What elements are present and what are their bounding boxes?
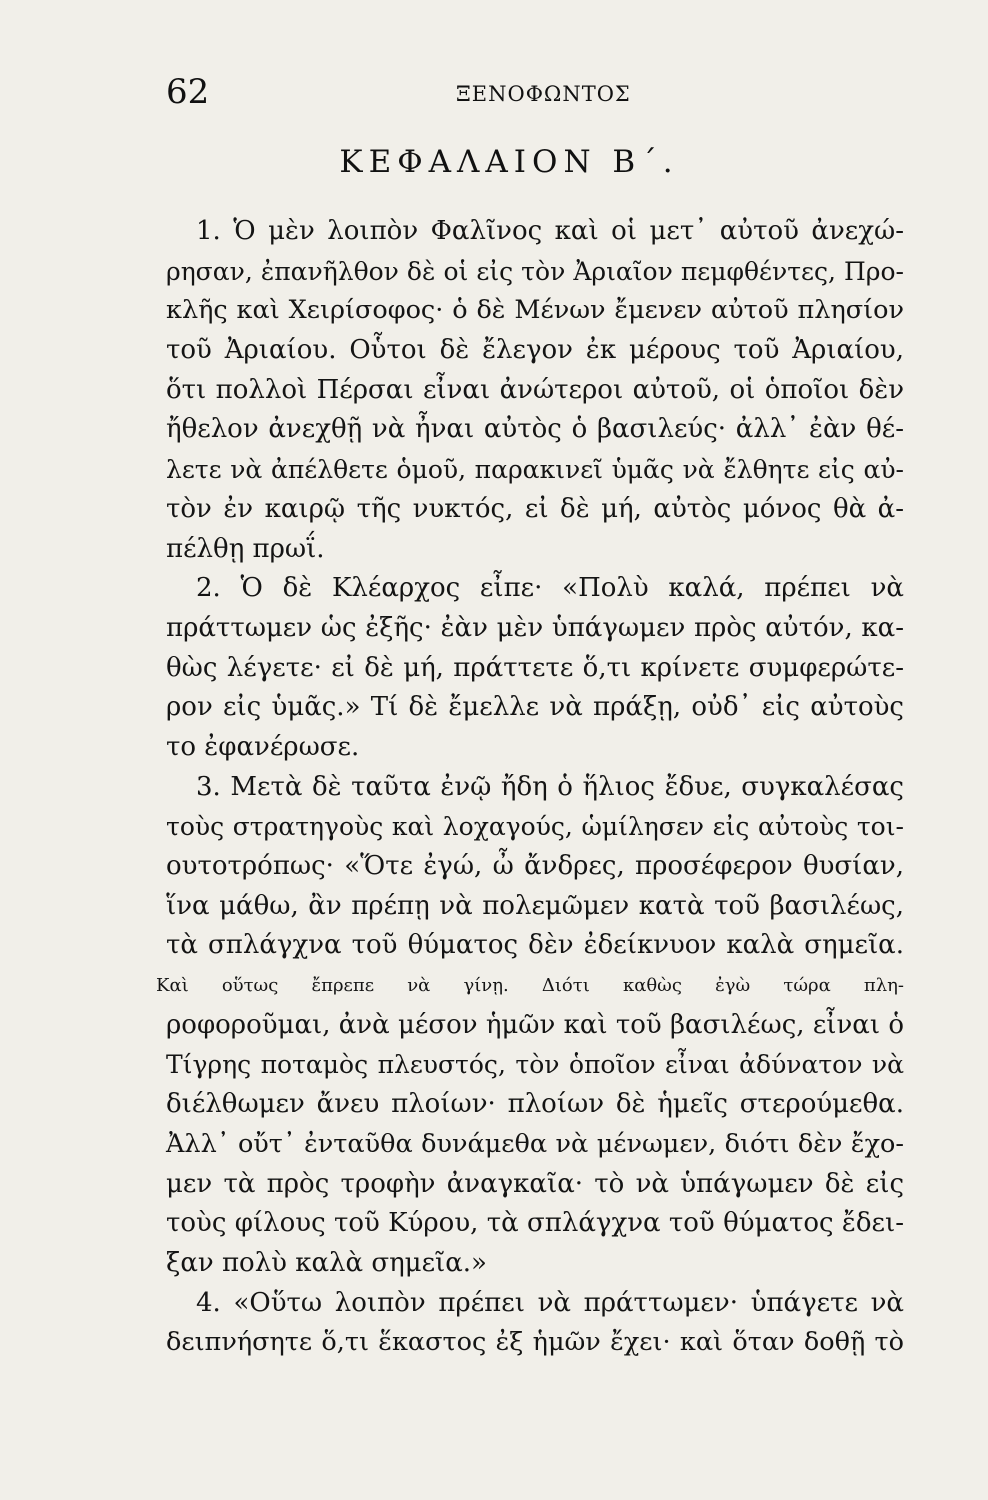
text-line: κλῆς καὶ Χειρίσοφος· ὁ δὲ Μένων ἔμενεν αὐτοῦ πλησίον <box>166 295 904 326</box>
text-line: ξαν πολὺ καλὰ σημεῖα.» <box>166 1247 487 1278</box>
text-line: ἵνα μάθω, ἂν πρέπῃ νὰ πολεμῶμεν κατὰ τοῦ βασιλέως, <box>166 890 904 921</box>
text-line: ὅτι πολλοὶ Πέρσαι εἶναι ἀνώτεροι αὐτοῦ, οἱ ὁποῖοι δὲν <box>166 374 904 405</box>
text-line: διέλθωμεν ἄνευ πλοίων· πλοίων δὲ ἡμεῖς στερούμεθα. <box>166 1089 904 1120</box>
text-line: 2. Ὁ δὲ Κλέαρχος εἶπε· «Πολὺ καλά, πρέπει νὰ <box>196 573 904 604</box>
body-text <box>156 212 904 1363</box>
book-title: ΞΕΝΟΦΩΝΤΟΣ <box>456 82 631 106</box>
text-line: Ἀλλ᾽ οὔτ᾽ ἐνταῦθα δυνάμεθα νὰ μένωμεν, διότι δὲν ἔχο- <box>166 1128 904 1159</box>
text-line: μεν τὰ πρὸς τροφὴν ἀναγκαῖα· τὸ νὰ ὑπάγωμεν δὲ εἰς <box>166 1168 904 1199</box>
text-line: τοὺς φίλους τοῦ Κύρου, τὰ σπλάγχνα τοῦ θύματος ἔδει- <box>166 1208 904 1239</box>
text-line: ρον εἰς ὑμᾶς.» Τί δὲ ἔμελλε νὰ πράξῃ, οὐδ᾽ εἰς αὐτοὺς <box>166 692 904 723</box>
text-line: ουτοτρόπως· «Ὅτε ἐγώ, ὦ ἄνδρες, προσέφερον θυσίαν, <box>166 851 904 881</box>
text-line: ἤθελον ἀνεχθῇ νὰ ἦναι αὐτὸς ὁ βασιλεύς· ἀλλ᾽ ἐὰν θέ- <box>166 414 904 445</box>
text-line: 3. Μετὰ δὲ ταῦτα ἐνῷ ἤδη ὁ ἥλιος ἔδυε, συγκαλέσας <box>196 771 904 802</box>
text-line: λετε νὰ ἀπέλθετε ὁμοῦ, παρακινεῖ ὑμᾶς νὰ ἔλθητε εἰς αὐ- <box>166 455 904 485</box>
text-line: τὰ σπλάγχνα τοῦ θύματος δὲν ἐδείκνυον καλὰ σημεῖα. <box>166 930 904 961</box>
text-line: τοὺς στρατηγοὺς καὶ λοχαγούς, ὡμίλησεν εἰς αὐτοὺς τοι- <box>166 812 904 842</box>
text-line: πέλθῃ πρωΐ. <box>166 533 325 564</box>
text-line: Τίγρης ποταμὸς πλευστός, τὸν ὁποῖον εἶναι ἀδύνατον νὰ <box>166 1050 904 1080</box>
text-line: 4. «Οὕτω λοιπὸν πρέπει νὰ πράττωμεν· ὑπάγετε νὰ <box>196 1287 904 1318</box>
text-line: Καὶ οὕτως ἔπρεπε νὰ γίνῃ. Διότι καθὼς ἐγὼ τώρα πλη- <box>156 975 904 997</box>
text-line: θὼς λέγετε· εἰ δὲ μή, πράττετε ὅ,τι κρίνετε συμφερώτε- <box>166 652 904 683</box>
text-line: ρησαν, ἐπανῆλθον δὲ οἱ εἰς τὸν Ἀριαῖον πεμφθέντες, Προ- <box>166 256 904 286</box>
text-line: ροφοροῦμαι, ἀνὰ μέσον ἡμῶν καὶ τοῦ βασιλέως, εἶναι ὁ <box>166 1009 904 1040</box>
chapter-heading: ΚΕΦΑΛΑΙΟΝ Β΄. <box>339 144 679 180</box>
text-line: τὸν ἐν καιρῷ τῆς νυκτός, εἰ δὲ μή, αὐτὸς μόνος θὰ ἀ- <box>166 493 904 524</box>
text-line: το ἐφανέρωσε. <box>166 731 360 762</box>
text-line: δειπνήσητε ὅ,τι ἕκαστος ἐξ ἡμῶν ἔχει· καὶ ὅταν δοθῇ τὸ <box>166 1327 904 1358</box>
running-head <box>166 72 906 112</box>
page-number: 62 <box>166 72 210 112</box>
text-line: 1. Ὁ μὲν λοιπὸν Φαλῖνος καὶ οἱ μετ᾽ αὐτοῦ ἀνεχώ- <box>196 216 904 246</box>
text-line: πράττωμεν ὡς ἐξῆς· ἐὰν μὲν ὑπάγωμεν πρὸς αὐτόν, κα- <box>166 612 904 643</box>
text-line: τοῦ Ἀριαίου. Οὗτοι δὲ ἔλεγον ἐκ μέρους τοῦ Ἀριαίου, <box>166 335 904 366</box>
